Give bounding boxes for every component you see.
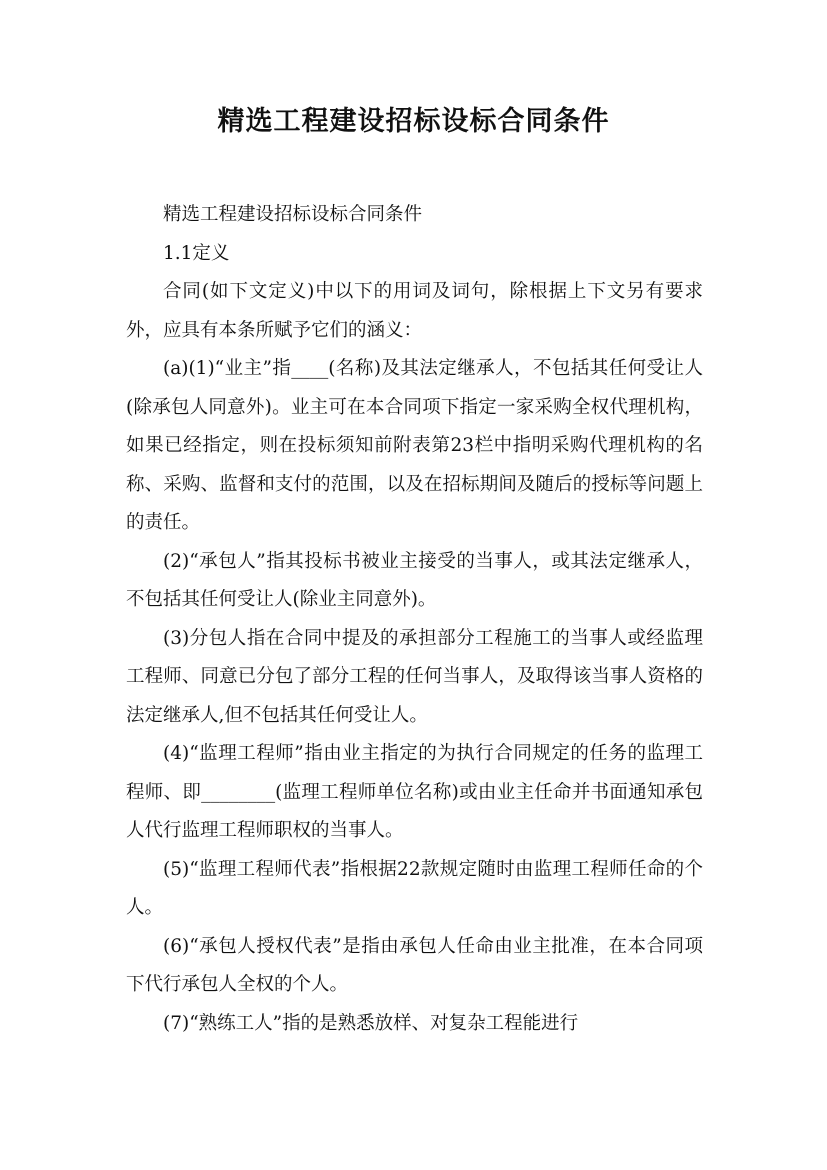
paragraph-engineer-definition: (4)“监理工程师”指由业主指定的为执行合同规定的任务的监理工程师、即________(监理工程师单位名称)或由业主任命并书面通知承包人代行监理工程师职权的当事人。: [126, 743, 703, 841]
paragraph-section-number: 1.1定义: [163, 242, 230, 264]
paragraph-intro: 合同(如下文定义)中以下的用词及词句，除根据上下文另有要求外，应具有本条所赋予它们的涵义：: [126, 281, 703, 341]
paragraph-owner-definition: (a)(1)“业主”指____(名称)及其法定继承人，不包括其任何受让人(除承包人同意外)。业主可在本合同项下指定一家采购全权代理机构，如果已经指定，则在投标须知前附表第23栏中指明采购代理机构的名称、采购、监督和支付的范围，以及在招标期间及随后的授标等问题上的责任。: [126, 358, 703, 533]
paragraph-heading: 精选工程建设招标设标合同条件: [163, 204, 423, 225]
paragraph-engineer-representative-definition: (5)“监理工程师代表”指根据22款规定随时由监理工程师任命的个人。: [126, 858, 703, 918]
document-title: 精选工程建设招标设标合同条件: [217, 106, 610, 137]
paragraph-skilled-worker-definition: (7)“熟练工人”指的是熟悉放样、对复杂工程能进行: [163, 1012, 579, 1034]
paragraph-contractor-representative-definition: (6)“承包人授权代表”是指由承包人任命由业主批准，在本合同项下代行承包人全权的个人。: [126, 935, 703, 995]
paragraph-contractor-definition: (2)“承包人”指其投标书被业主接受的当事人，或其法定继承人，不包括其任何受让人(除业主同意外)。: [126, 550, 703, 610]
document-body: [126, 196, 703, 1043]
paragraph-subcontractor-definition: (3)分包人指在合同中提及的承担部分工程施工的当事人或经监理工程师、同意已分包了部分工程的任何当事人，及取得该当事人资格的法定继承人,但不包括其任何受让人。: [126, 627, 703, 726]
